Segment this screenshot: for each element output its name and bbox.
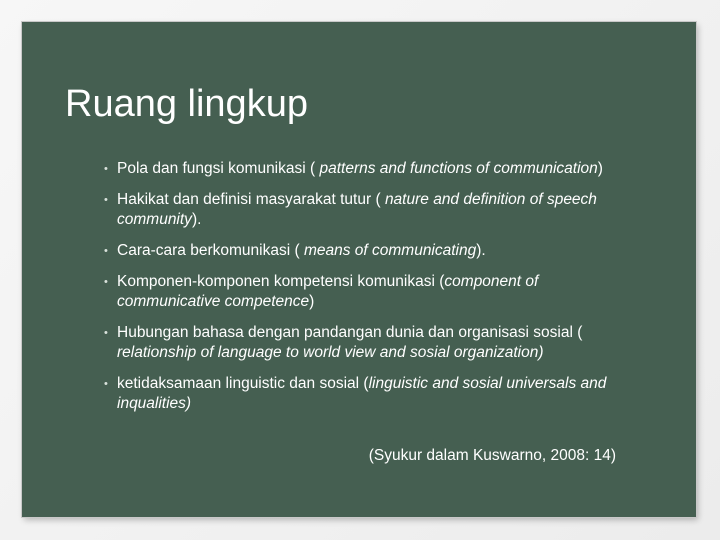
bullet-main-text: Cara-cara berkomunikasi xyxy=(117,242,291,259)
bullet-dot-icon: • xyxy=(104,378,108,390)
bullet-main-text: Hubungan bahasa dengan pandangan dunia dan organisasi sosial xyxy=(117,324,573,341)
bullet-list xyxy=(104,159,624,425)
bullet-paren-open: ( xyxy=(572,324,583,341)
bullet-english-text: linguistic and sosial universals and inqualities) xyxy=(117,375,607,412)
bullet-paren-open: ( xyxy=(359,375,369,392)
bullet-english-text: component of communicative competence xyxy=(117,273,539,310)
bullet-item xyxy=(104,241,624,261)
bullet-english-text: relationship of language to world view and sosial organization) xyxy=(117,344,544,361)
bullet-item xyxy=(104,374,624,414)
bullet-english-text: means of communicating xyxy=(303,242,477,259)
bullet-paren-close: ) xyxy=(309,293,315,310)
bullet-dot-icon: • xyxy=(104,194,108,206)
slide-title: Ruang lingkup xyxy=(65,83,308,125)
bullet-english-text: nature and definition of speech community xyxy=(117,191,597,228)
bullet-dot-icon: • xyxy=(104,163,108,175)
bullet-item xyxy=(104,159,624,179)
bullet-main-text: Pola dan fungsi komunikasi xyxy=(117,160,306,177)
bullet-english-text: patterns and functions of communication xyxy=(319,160,598,177)
bullet-paren-close: ). xyxy=(476,242,486,259)
bullet-paren-close: ) xyxy=(597,160,603,177)
bullet-paren-open: ( xyxy=(371,191,385,208)
slide xyxy=(22,22,696,517)
bullet-paren-open: ( xyxy=(290,242,304,259)
bullet-main-text: Komponen-komponen kompetensi komunikasi xyxy=(117,273,435,290)
bullet-dot-icon: • xyxy=(104,327,108,339)
bullet-paren-open: ( xyxy=(434,273,445,290)
bullet-item xyxy=(104,272,624,312)
citation: (Syukur dalam Kuswarno, 2008: 14) xyxy=(368,447,616,464)
bullet-dot-icon: • xyxy=(104,276,108,288)
bullet-dot-icon: • xyxy=(104,245,108,257)
bullet-item xyxy=(104,323,624,363)
bullet-main-text: Hakikat dan definisi masyarakat tutur xyxy=(117,191,372,208)
bullet-paren-open: ( xyxy=(305,160,320,177)
bullet-paren-close: ). xyxy=(191,211,202,228)
bullet-item xyxy=(104,190,624,230)
bullet-main-text: ketidaksamaan linguistic dan sosial xyxy=(117,375,360,392)
